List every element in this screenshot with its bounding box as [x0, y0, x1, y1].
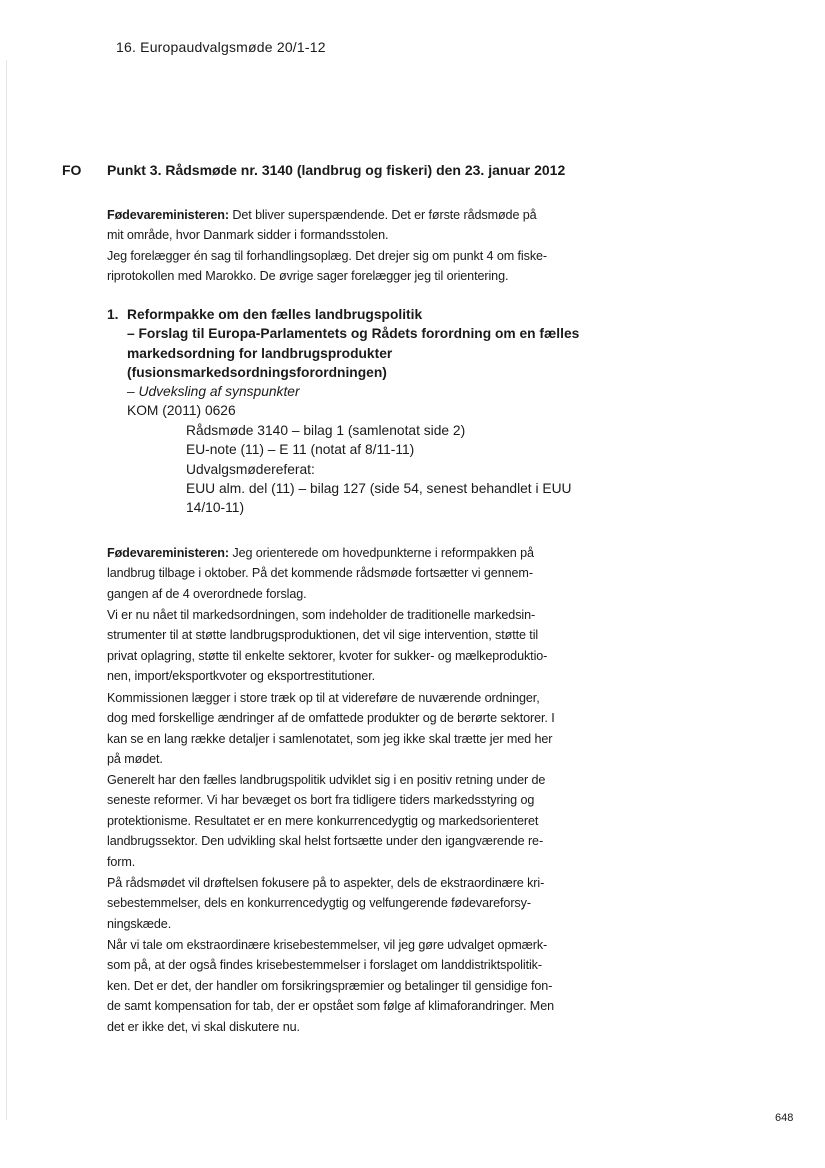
speaker-label: Fødevareministeren:: [107, 208, 229, 222]
statement-line: protektionisme. Resultatet er en mere konkurrencedygtig og markedsorienteret: [107, 813, 539, 828]
section-marker: FO: [62, 162, 82, 178]
intro-p2-line: Jeg forelægger én sag til forhandlingsoplæg. Det drejer sig om punkt 4 om fiske-: [107, 249, 548, 263]
intro-paragraph-1: [107, 205, 595, 246]
statement-line: form.: [107, 854, 136, 869]
reference-line: Rådsmøde 3140 – bilag 1 (samlenotat side 2): [186, 423, 466, 438]
statement-line: som på, at der også findes krisebestemmelser i forslaget om landdistriktspolitik-: [107, 958, 542, 973]
statement-line: ken. Det er det, der handler om forsikringspræmier og betalinger til gensidige fon-: [107, 978, 553, 993]
agenda-title-line: markedsordning for landbrugsprodukter: [127, 345, 393, 361]
statement-line: strumenter til at støtte landbrugsproduktionen, det vil sige intervention, støtte til: [107, 628, 539, 643]
intro-p1-text: Det bliver superspændende. Det er første rådsmøde på: [228, 208, 537, 222]
reference-line: Udvalgsmødereferat:: [186, 461, 315, 477]
intro-p1-line-1: [107, 205, 595, 225]
agenda-item-number: 1.: [107, 307, 119, 322]
statement-line: dog med forskellige ændringer af de omfattede produkter og de berørte sektorer. I: [107, 711, 555, 726]
page-number: 648: [775, 1112, 794, 1124]
intro-paragraph-2: [107, 246, 595, 287]
statement-paragraph-6: [107, 935, 595, 1037]
intro-p1-line-2: mit område, hvor Danmark sidder i formandsstolen.: [107, 228, 389, 243]
statement-line: landbrugssektor. Den udvikling skal helst fortsætte under den igangværende re-: [107, 834, 544, 849]
statement-line: på mødet.: [107, 752, 163, 767]
reference-line: EUU alm. del (11) – bilag 127 (side 54, senest behandlet i EUU: [186, 480, 572, 496]
reference-list: [186, 421, 572, 517]
speaker-label: Fødevareministeren:: [107, 546, 229, 560]
statement-line: Vi er nu nået til markedsordningen, som indeholder de traditionelle markedsin-: [107, 608, 536, 622]
statement-line: nen, import/eksportkvoter og eksportrestitutioner.: [107, 669, 375, 684]
statement-line: de samt kompensation for tab, der er opstået som følge af klimaforandringer. Men: [107, 999, 554, 1014]
statement-p1-text: Jeg orienterede om hovedpunkterne i reformpakken på: [228, 546, 534, 560]
statement-line: seneste reformer. Vi har bevæget os bort fra tidligere tiders markedsstyring og: [107, 793, 535, 808]
statement-line: landbrug tilbage i oktober. På det kommende rådsmøde fortsætter vi gennem-: [107, 566, 533, 581]
statement-line: sebestemmelser, dels en konkurrencedygtig og velfungerende fødevareforsy-: [107, 896, 531, 911]
statement-p1-line-1: [107, 543, 595, 563]
statement-paragraph-5: [107, 873, 595, 934]
reference-line: 14/10-11): [186, 500, 245, 516]
agenda-subtitle: – Udveksling af synspunkter: [127, 384, 300, 400]
statement-line: privat oplagring, støtte til enkelte sektorer, kvoter for sukker- og mælkeproduktio-: [107, 648, 548, 663]
statement-line: gangen af de 4 overordnede forslag.: [107, 586, 307, 601]
agenda-title-line: (fusionsmarkedsordningsforordningen): [127, 364, 387, 380]
statement-paragraph-3: [107, 688, 595, 770]
statement-line: Generelt har den fælles landbrugspolitik udviklet sig i en positiv retning under de: [107, 773, 546, 787]
scan-edge-line: [6, 60, 7, 1120]
statement-line: ningskæde.: [107, 916, 172, 931]
page-header: 16. Europaudvalgsmøde 20/1-12: [116, 39, 326, 55]
agenda-title-line: Reformpakke om den fælles landbrugspolitik: [127, 307, 423, 322]
reference-line: EU-note (11) – E 11 (notat af 8/11-11): [186, 442, 415, 458]
agenda-title-line: – Forslag til Europa-Parlamentets og Rådets forordning om en fælles: [127, 326, 580, 342]
statement-paragraph-4: [107, 770, 595, 872]
statement-line: På rådsmødet vil drøftelsen fokusere på to aspekter, dels de ekstraordinære kri-: [107, 876, 545, 890]
statement-line: Når vi tale om ekstraordinære krisebestemmelser, vil jeg gøre udvalget opmærk-: [107, 938, 548, 952]
kom-reference: KOM (2011) 0626: [127, 403, 236, 419]
intro-p2-line: riprotokollen med Marokko. De øvrige sager forelægger jeg til orientering.: [107, 269, 509, 284]
statement-paragraph-2: [107, 605, 595, 687]
punkt-title: Punkt 3. Rådsmøde nr. 3140 (landbrug og fiskeri) den 23. januar 2012: [107, 162, 566, 178]
statement-line: Kommissionen lægger i store træk op til at videreføre de nuværende ordninger,: [107, 691, 540, 705]
statement-paragraph-1: [107, 543, 595, 604]
statement-line: det er ikke det, vi skal diskutere nu.: [107, 1019, 300, 1034]
statement-line: kan se en lang række detaljer i samlenotatet, som jeg ikke skal trætte jer med her: [107, 731, 553, 746]
